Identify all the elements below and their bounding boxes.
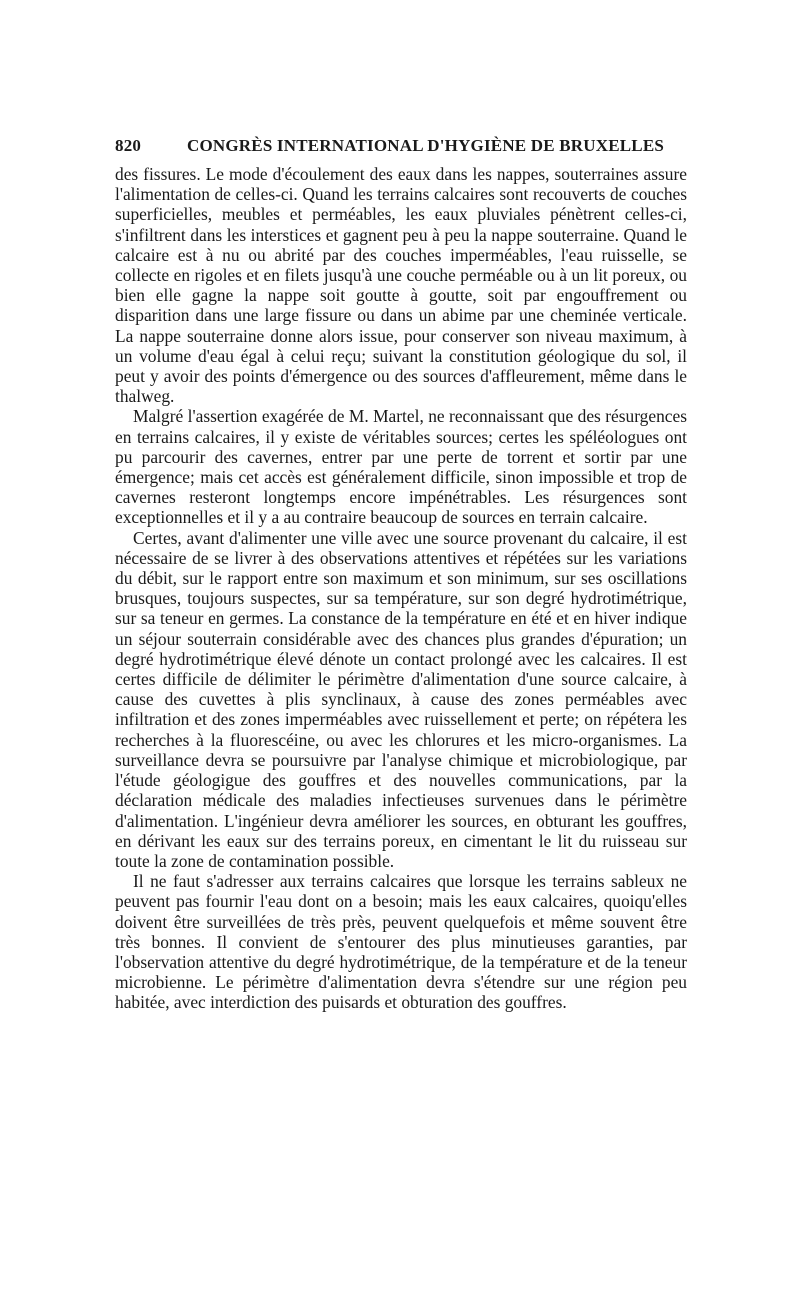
paragraph: des fissures. Le mode d'écoulement des eaux dans les nappes, souterraines assure l'alimentation de celles-ci. Quand les terrains calcaires sont recouverts de couches superficielles, meubles et perméables, les eaux pluviales pénètrent celles-ci, s'infiltrent dans les interstices et gagnent peu à peu la nappe souterraine. Quand le calcaire est à nu ou abrité par des couches imperméables, l'eau ruisselle, se collecte en rigoles et en filets jusqu'à une couche perméable ou à un lit poreux, ou bien elle gagne la nappe soit goutte à goutte, soit par engouffrement ou disparition dans une large fissure ou dans un abime par une cheminée verticale. La nappe souterraine donne alors issue, pour conserver son niveau maximum, à un volume d'eau égal à celui reçu; suivant la constitution géologique du sol, il peut y avoir des points d'émergence ou des sources d'affleurement, même dans le thalweg.: [115, 164, 687, 407]
page-number: 820: [115, 136, 142, 155]
running-title: CONGRÈS INTERNATIONAL D'HYGIÈNE DE BRUXELLES: [187, 136, 665, 155]
paragraph: Malgré l'assertion exagérée de M. Martel, ne reconnaissant que des résurgences en terrains calcaires, il y existe de véritables sources; certes les spéléologues ont pu parcourir des cavernes, entrer par une perte de torrent et sortir par une émergence; mais cet accès est généralement difficile, sinon impossible et trop de cavernes resteront longtemps encore impénétrables. Les résurgences sont exceptionnelles et il y a au contraire beaucoup de sources en terrain calcaire.: [115, 406, 687, 528]
book-page: [115, 136, 687, 1013]
running-header: [115, 136, 687, 164]
paragraph: Certes, avant d'alimenter une ville avec une source provenant du calcaire, il est nécessaire de se livrer à des observations attentives et répétées sur les variations du débit, sur le rapport entre son maximum et son minimum, sur ses oscillations brusques, toujours suspectes, sur sa température, sur son degré hydrotimétrique, sur sa teneur en germes. La constance de la température en été et en hiver indique un séjour souterrain considérable avec des chances plus grandes d'épuration; un degré hydrotimétrique élevé dénote un contact prolongé avec les calcaires. Il est certes difficile de délimiter le périmètre d'alimentation d'une source calcaire, à cause des cuvettes à plis synclinaux, à cause des zones perméables avec infiltration et des zones imperméables avec ruissellement et perte; on répétera les recherches à la fluorescéine, ou avec les chlorures et les micro-organismes. La surveillance devra se poursuivre par l'analyse chimique et microbiologique, par l'étude géologigue des gouffres et des nouvelles communications, par la déclaration médicale des maladies infectieuses survenues dans le périmètre d'alimentation. L'ingénieur devra améliorer les sources, en obturant les gouffres, en dérivant les eaux sur des terrains poreux, en cimentant le lit du ruisseau sur toute la zone de contamination possible.: [115, 527, 687, 871]
body-text: [115, 164, 687, 1013]
paragraph: Il ne faut s'adresser aux terrains calcaires que lorsque les terrains sableux ne peuvent pas fournir l'eau dont on a besoin; mais les eaux calcaires, quoiqu'elles doivent être surveillées de très près, peuvent quelquefois et même souvent être très bonnes. Il convient de s'entourer des plus minutieuses garanties, par l'observation attentive du degré hydrotimétrique, de la température et de la teneur microbienne. Le périmètre d'alimentation devra s'étendre sur une région peu habitée, avec interdiction des puisards et obturation des gouffres.: [115, 871, 687, 1013]
